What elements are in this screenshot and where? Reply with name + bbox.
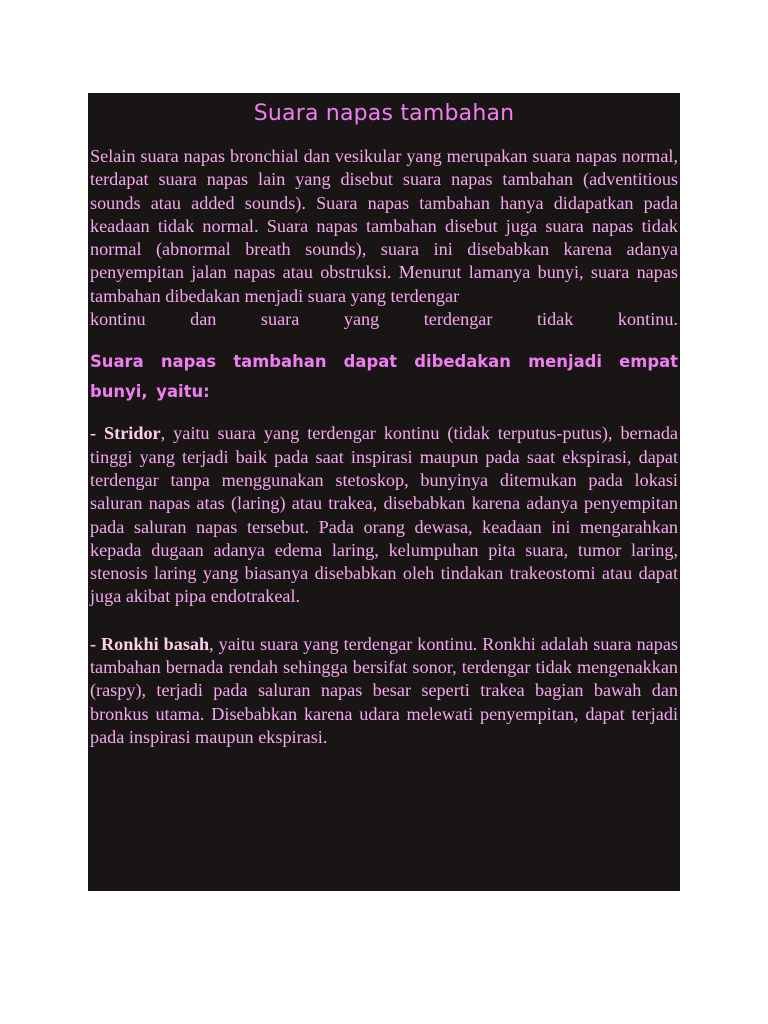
item-term: - Ronkhi basah [90, 633, 210, 654]
intro-last-line: kontinu dan suara yang terdengar tidak kontinu. [90, 309, 678, 330]
intro-text: Selain suara napas bronchial dan vesikular yang merupakan suara napas normal, terdapat suara napas lain yang disebut suara napas tambahan (adventitious sounds atau added sounds). Suara napas tambahan hanya didapatkan pada keadaan tidak normal. Suara napas tambahan disebut juga suara napas tidak normal (abnormal breath sounds), suara ini disebabkan karena adanya penyempitan jalan napas atau obstruksi. Menurut lamanya bunyi, suara napas tambahan dibedakan menjadi suara yang terdengar [90, 146, 678, 306]
document-panel [88, 93, 680, 891]
item-description: , yaitu suara yang terdengar kontinu. Ronkhi adalah suara napas tambahan bernada rendah sehingga bersifat sonor, terdengar tidak mengenakkan (raspy), terjadi pada saluran napas besar seperti trakea bagian bawah dan bronkus utama. Disebabkan karena udara melewati penyempitan, dapat terjadi pada inspirasi maupun ekspirasi. [90, 633, 678, 747]
section-subheading: Suara napas tambahan dapat dibedakan menjadi empat bunyi, yaitu: [90, 352, 678, 402]
item-ronkhi-basah [90, 633, 678, 749]
document-title: Suara napas tambahan [253, 101, 515, 126]
intro-paragraph [90, 145, 678, 331]
item-description: , yaitu suara yang terdengar kontinu (tidak terputus-putus), bernada tinggi yang terjadi baik pada saat inspirasi maupun pada saat ekspirasi, dapat terdengar tanpa menggunakan stetoskop, bunyinya ditemukan pada lokasi saluran napas atas (laring) atau trakea, disebabkan karena adanya penyempitan pada saluran napas tersebut. Pada orang dewasa, keadaan ini mengarahkan kepada dugaan adanya edema laring, kelumpuhan pita suara, tumor laring, stenosis laring yang biasanya disebabkan oleh tindakan trakeostomi atau dapat juga akibat pipa endotrakeal. [90, 423, 678, 607]
item-stridor [90, 422, 678, 608]
item-term: - Stridor [90, 423, 161, 444]
